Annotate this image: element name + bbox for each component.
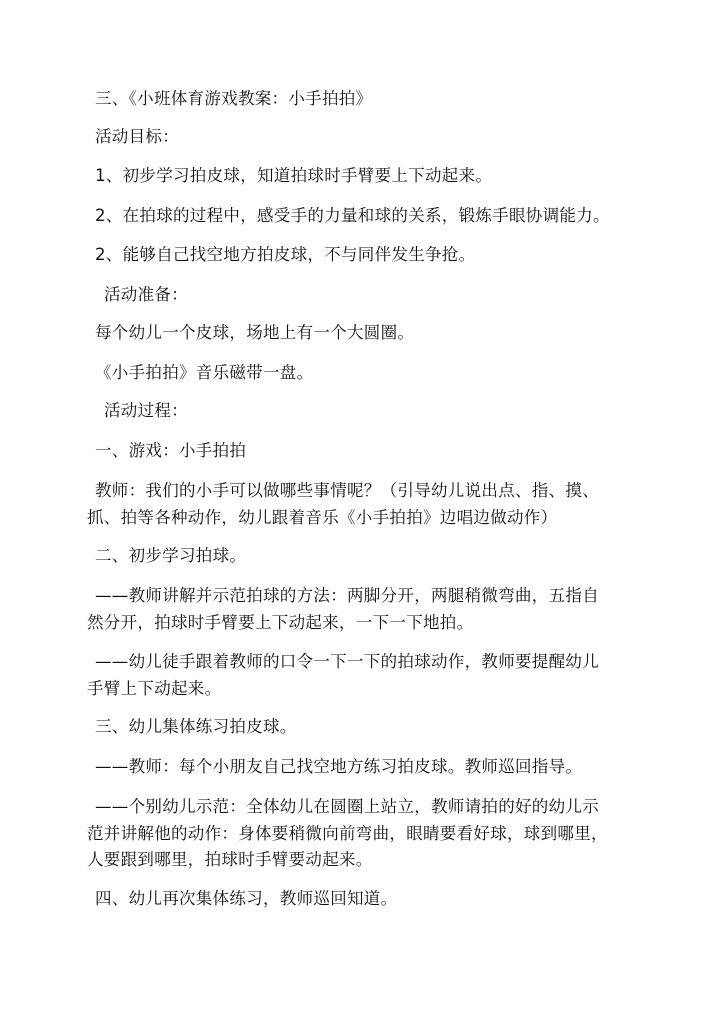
preparation-item-1: 每个幼儿一个皮球，场地上有一个大圆圈。 <box>95 323 415 342</box>
document-heading: 三、《小班体育游戏教案：小手拍拍》 <box>95 89 373 108</box>
step-2-b-line-2: 手臂上下动起来。 <box>87 679 222 698</box>
step-3-b-line-2: 范并讲解他的动作：身体要稍微向前弯曲，眼睛要看好球，球到哪里， <box>87 824 608 843</box>
preparation-label: 活动准备： <box>104 285 188 304</box>
goal-item-1: 1、初步学习拍皮球，知道拍球时手臂要上下动起来。 <box>95 166 493 185</box>
process-label: 活动过程： <box>104 401 188 420</box>
step-1-text-line-1: 教师：我们的小手可以做哪些事情呢？（引导幼儿说出点、指、摸、 <box>95 481 599 500</box>
step-3-a: ——教师：每个小朋友自己找空地方练习拍皮球。教师巡回指导。 <box>95 757 583 776</box>
step-2-a-line-2: 然分开，拍球时手臂要上下动起来，一下一下地拍。 <box>87 613 474 632</box>
step-1-text-line-2: 抓、拍等各种动作，幼儿跟着音乐《小手拍拍》边唱边做动作） <box>87 508 558 527</box>
goals-label: 活动目标： <box>95 127 179 146</box>
step-2-title: 二、初步学习拍球。 <box>95 546 247 565</box>
step-3-title: 三、幼儿集体练习拍皮球。 <box>95 717 297 736</box>
step-2-a-line-1: ——教师讲解并示范拍球的方法：两脚分开，两腿稍微弯曲，五指自 <box>95 586 599 605</box>
step-1-title: 一、游戏：小手拍拍 <box>95 441 247 460</box>
step-3-b-line-3: 人要跟到哪里，拍球时手臂要动起来。 <box>87 850 373 869</box>
step-4-title: 四、幼儿再次集体练习，教师巡回知道。 <box>95 889 398 908</box>
goal-item-3: 2、能够自己找空地方拍皮球，不与同伴发生争抢。 <box>95 245 476 264</box>
goal-item-2: 2、在拍球的过程中，感受手的力量和球的关系，锻炼手眼协调能力。 <box>95 206 610 225</box>
step-2-b-line-1: ——幼儿徒手跟着教师的口令一下一下的拍球动作，教师要提醒幼儿 <box>95 652 599 671</box>
preparation-item-2: 《小手拍拍》音乐磁带一盘。 <box>95 363 314 382</box>
step-3-b-line-1: ——个别幼儿示范：全体幼儿在圆圈上站立，教师请拍的好的幼儿示 <box>95 797 599 816</box>
